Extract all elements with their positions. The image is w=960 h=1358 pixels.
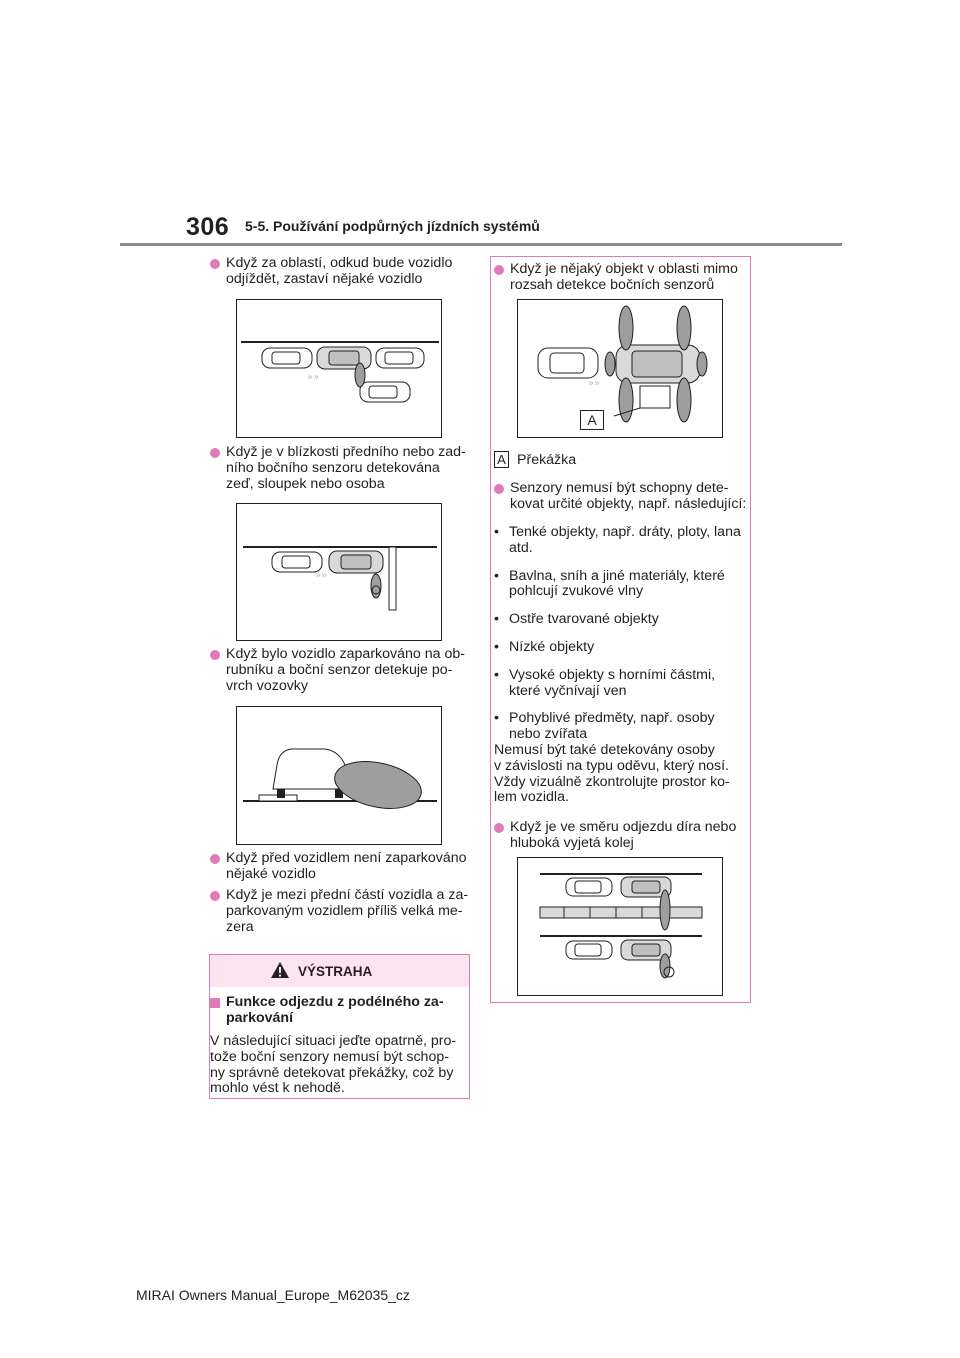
figure-outside-detection-range xyxy=(517,299,723,438)
warning-title: VÝSTRAHA xyxy=(298,964,373,979)
bullet-item xyxy=(210,888,472,935)
text-line: Tenké objekty, např. dráty, ploty, lana xyxy=(509,524,741,540)
bullet-item xyxy=(210,647,472,694)
text-line: kovat určité objekty, např. následující: xyxy=(510,495,747,512)
sub-item: • Pohyblivé předměty, např. osoby nebo zvířata xyxy=(494,710,715,743)
text-line: atd. xyxy=(509,539,533,556)
svg-text:»»: »» xyxy=(307,372,320,383)
text-line: Vždy vizuálně zkontrolujte prostor ko- xyxy=(494,773,730,790)
text-line: Nízké objekty xyxy=(509,638,595,655)
text-line: Pohyblivé předměty, např. osoby xyxy=(509,710,715,727)
header-rule xyxy=(120,243,842,246)
note-text xyxy=(494,743,749,806)
text-line: vrch vozovky xyxy=(226,677,308,694)
sub-list xyxy=(494,525,749,806)
bullet-dot-icon xyxy=(494,265,504,275)
bullet-item xyxy=(210,256,472,288)
text-line: V následující situaci jeďte opatrně, pro- xyxy=(210,1033,457,1049)
legend-text: Překážka xyxy=(517,452,577,468)
text-line: tože boční senzory nemusí být schop- xyxy=(210,1048,449,1065)
sub-item: • Tenké objekty, např. dráty, ploty, lana atd. xyxy=(494,524,741,556)
text-line: Když je ve směru odjezdu díra nebo xyxy=(510,819,737,835)
warning-box xyxy=(209,954,470,1099)
legend-letter: A xyxy=(494,451,509,468)
figure-hole-or-rut xyxy=(517,857,723,996)
text-line: Funkce odjezdu z podélného za- xyxy=(226,994,444,1010)
text-line: Ostře tvarované objekty xyxy=(509,611,659,628)
text-line: parkování xyxy=(226,1009,294,1026)
text-line: Když před vozidlem není zaparkováno xyxy=(226,850,467,866)
sub-item: • Vysoké objekty s horními částmi, které vyčnívají ven xyxy=(494,666,716,699)
text-line: ního bočního senzoru detekována xyxy=(226,459,440,476)
text-line: rozsah detekce bočních senzorů xyxy=(510,276,715,293)
bullet-dot-icon xyxy=(210,448,220,458)
bullet-item xyxy=(494,820,749,852)
text-line: Když je mezi přední částí vozidla a za- xyxy=(226,887,469,903)
section-title: 5-5. Používání podpůrných jízdních systémů xyxy=(245,218,540,234)
bullet-dot-icon xyxy=(494,823,504,833)
text-line: Když je nějaký objekt v oblasti mimo xyxy=(510,261,738,277)
text-line: parkovaným vozidlem příliš velká me- xyxy=(226,902,463,919)
text-line: které vyčnívají ven xyxy=(509,682,627,699)
bullet-dot-icon xyxy=(210,891,220,901)
text-line: Nemusí být také detekovány osoby xyxy=(494,741,715,758)
warning-header xyxy=(210,955,469,987)
figure-parked-vehicle-behind xyxy=(236,299,442,438)
bullet-square-icon xyxy=(210,998,220,1008)
bullet-item xyxy=(210,445,472,492)
text-line: Vysoké objekty s horními částmi, xyxy=(509,666,716,683)
warning-body xyxy=(210,1034,468,1097)
svg-text:»»: »» xyxy=(315,570,328,581)
bullet-dot-icon xyxy=(210,854,220,864)
sub-item: • Bavlna, sníh a jiné materiály, které pohlcují zvukové vlny xyxy=(494,567,725,600)
text-line: Když za oblastí, odkud bude vozidlo xyxy=(226,255,453,271)
legend-obstacle xyxy=(494,451,744,469)
warning-heading xyxy=(210,995,460,1027)
svg-text:»»: »» xyxy=(588,378,601,389)
text-line: mohlo vést k nehodě. xyxy=(210,1080,345,1097)
bullet-dot-icon xyxy=(210,259,220,269)
text-line: nějaké vozidlo xyxy=(226,865,316,882)
text-line: v závislosti na typu oděvu, který nosí. xyxy=(494,757,729,774)
sub-item: • Ostře tvarované objekty xyxy=(494,611,659,628)
text-line: rubníku a boční senzor detekuje po- xyxy=(226,661,453,678)
bullet-item xyxy=(494,262,749,294)
text-line: Senzory nemusí být schopny dete- xyxy=(510,480,729,496)
text-line: Když je v blízkosti předního nebo zad- xyxy=(226,444,466,460)
figure-wall-pole-person xyxy=(236,503,442,641)
page-number: 306 xyxy=(186,213,230,241)
footer: MIRAI Owners Manual_Europe_M62035_cz xyxy=(136,1287,410,1303)
text-line: nebo zvířata xyxy=(509,726,588,743)
warning-triangle-icon xyxy=(270,961,290,979)
text-line: hluboká vyjetá kolej xyxy=(510,834,634,851)
text-line: Když bylo vozidlo zaparkováno na ob- xyxy=(226,646,465,662)
bullet-dot-icon xyxy=(210,650,220,660)
bullet-dot-icon xyxy=(494,484,504,494)
text-line: ny správně detekovat překážky, což by xyxy=(210,1064,454,1081)
text-line: pohlcují zvukové vlny xyxy=(509,583,644,600)
sub-item: • Nízké objekty xyxy=(494,638,595,655)
figure-curb-parking xyxy=(236,706,442,845)
text-line: zera xyxy=(226,918,254,935)
text-line: lem vozidla. xyxy=(494,789,569,806)
figure-label-a: A xyxy=(580,410,604,430)
text-line: Bavlna, sníh a jiné materiály, které xyxy=(509,567,725,584)
text-line: odjíždět, zastaví nějaké vozidlo xyxy=(226,270,423,287)
text-line: zeď, sloupek nebo osoba xyxy=(226,475,385,492)
bullet-item xyxy=(210,851,472,883)
bullet-item xyxy=(494,481,749,513)
